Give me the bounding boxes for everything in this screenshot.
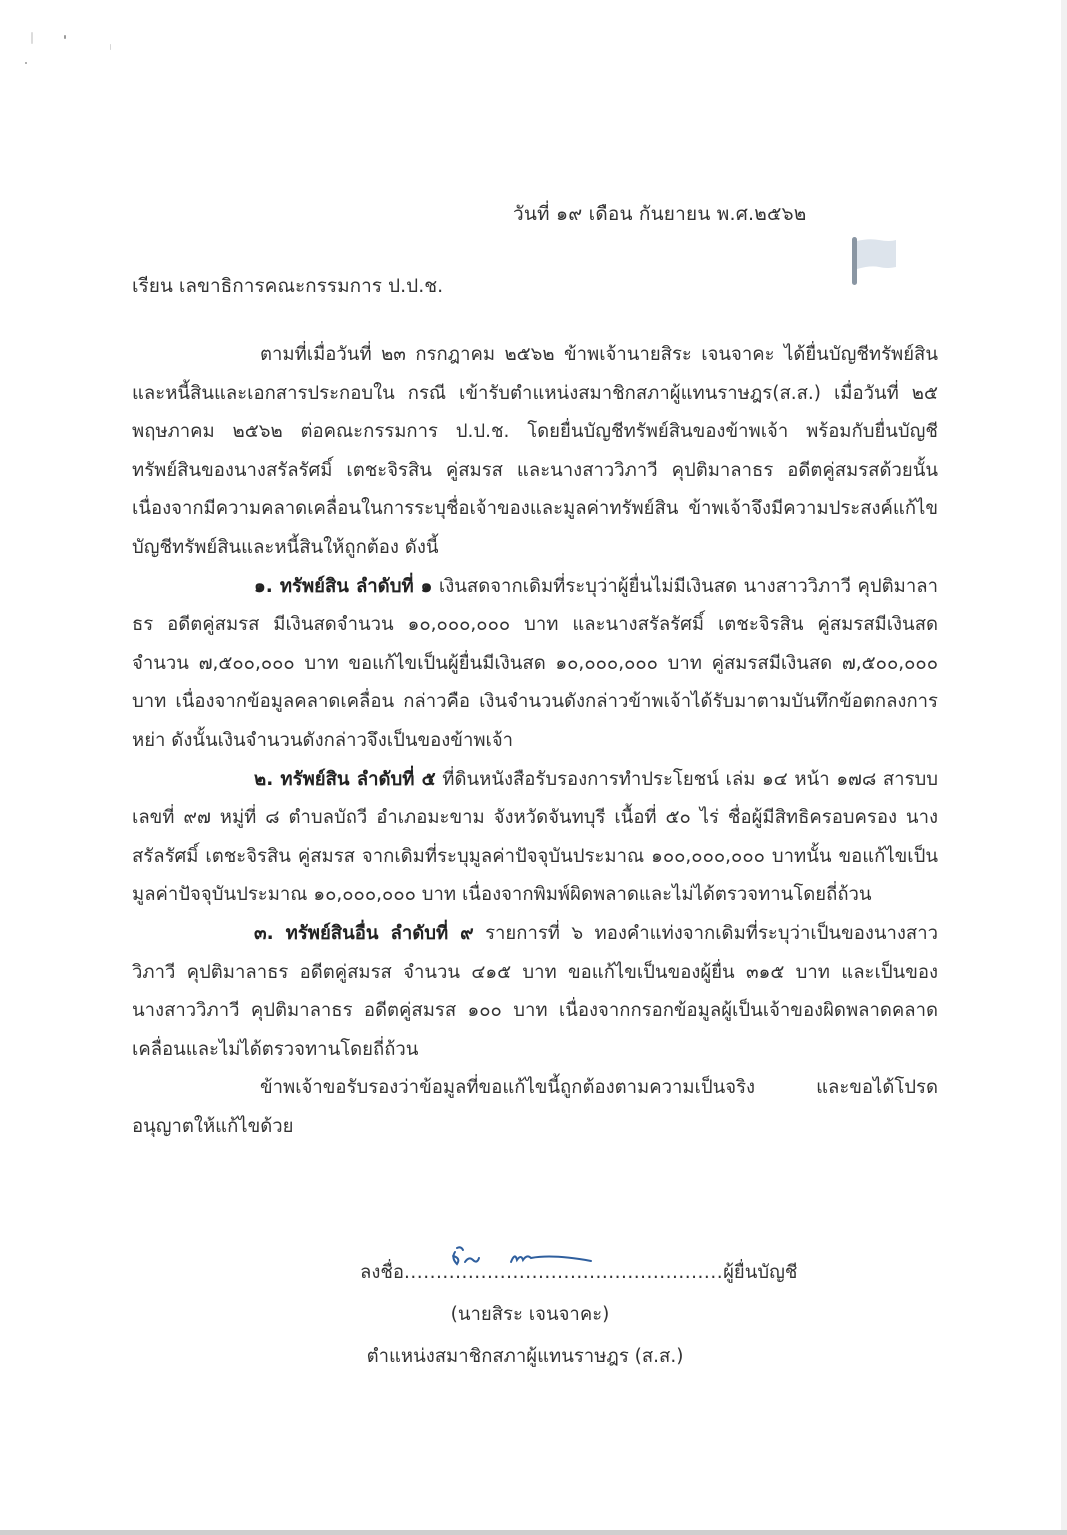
signature-block xyxy=(360,1258,798,1371)
intro-paragraph: ตามที่เมื่อวันที่ ๒๓ กรกฎาคม ๒๕๖๒ ข้าพเจ้านายสิระ เจนจาคะ ได้ยื่นบัญชีทรัพย์สินและหนี้สินและเอกสารประกอบใน กรณี เข้ารับตำแหน่งสมาชิกสภาผู้แทนราษฎร(ส.ส.) เมื่อวันที่ ๒๕ พฤษภาคม ๒๕๖๒ ต่อคณะกรรมการ ป.ป.ช. โดยยื่นบัญชีทรัพย์สินของข้าพเจ้า พร้อมกับยื่นบัญชีทรัพย์สินของนางสรัลรัศมิ์ เตชะจิรสิน คู่สมรส และนางสาววิภาวี คุปติมาลาธร อดีตคู่สมรสด้วยนั้น เนื่องจากมีความคลาดเคลื่อนในการระบุชื่อเจ้าของและมูลค่าทรัพย์สิน ข้าพเจ้าจึงมีความประสงค์แก้ไขบัญชีทรัพย์สินและหนี้สินให้ถูกต้อง ดังนี้ xyxy=(132,344,938,558)
signature-line xyxy=(360,1258,798,1294)
page-edge-right xyxy=(1061,0,1067,1535)
item-1 xyxy=(132,568,938,761)
closing-paragraph: ข้าพเจ้าขอรับรองว่าข้อมูลที่ขอแก้ไขนี้ถูกต้องตามความเป็นจริง และขอได้โปรดอนุญาตให้แก้ไขด้วย xyxy=(132,1077,938,1137)
letter-body xyxy=(132,336,938,1146)
flag-icon[interactable] xyxy=(851,235,897,287)
signer-name: (นายสิระ เจนจาคะ) xyxy=(450,1304,610,1325)
handwritten-signature-icon xyxy=(443,1244,593,1274)
item-2 xyxy=(132,761,938,915)
page-edge-bottom xyxy=(0,1530,1067,1535)
item-3-heading: ๓. ทรัพย์สินอื่น ลำดับที่ ๙ xyxy=(254,922,474,944)
signature-dots: .................................................. xyxy=(404,1262,724,1283)
item-3 xyxy=(132,915,938,1069)
salutation: เรียน เลขาธิการคณะกรรมการ ป.ป.ช. xyxy=(132,275,444,297)
document-date: วันที่ ๑๙ เดือน กันยายน พ.ศ.๒๕๖๒ xyxy=(513,203,807,225)
sign-label: ลงชื่อ xyxy=(360,1262,405,1283)
item-2-text: ที่ดินหนังสือรับรองการทำประโยชน์ เล่ม ๑๔ หน้า ๑๗๘ สารบบเลขที่ ๙๗ หมู่ที่ ๘ ตำบลบัถวี อำเภอมะขาม จังหวัดจันทบุรี เนื้อที่ ๕๐ ไร่ ชื่อผู้มีสิทธิครอบครอง นางสรัลรัศมิ์ เตชะจิรสิน คู่สมรส จากเดิมที่ระบุมูลค่าปัจจุบันประมาณ ๑๐๐,๐๐๐,๐๐๐ บาทนั้น ขอแก้ไขเป็นมูลค่าปัจจุบันประมาณ ๑๐,๐๐๐,๐๐๐ บาท เนื่องจากพิมพ์ผิดพลาดและไม่ได้ตรวจทานโดยถี่ถ้วน xyxy=(132,768,938,906)
item-1-text: เงินสดจากเดิมที่ระบุว่าผู้ยื่นไม่มีเงินสด นางสาววิภาวี คุปติมาลาธร อดีตคู่สมรส มีเงินสดจำนวน ๑๐,๐๐๐,๐๐๐ บาท และนางสรัลรัศมิ์ เตชะจิรสิน คู่สมรสมีเงินสดจำนวน ๗,๕๐๐,๐๐๐ บาท ขอแก้ไขเป็นผู้ยื่นมีเงินสด ๑๐,๐๐๐,๐๐๐ บาท คู่สมรสมีเงินสด ๗,๕๐๐,๐๐๐ บาท เนื่องจากข้อมูลคลาดเคลื่อน กล่าวคือ เงินจำนวนดังกล่าวข้าพเจ้าได้รับมาตามบันทึกข้อตกลงการหย่า ดังนั้นเงินจำนวนดังกล่าวจึงเป็นของข้าพเจ้า xyxy=(132,575,938,751)
item-2-heading: ๒. ทรัพย์สิน ลำดับที่ ๕ xyxy=(254,768,436,790)
signer-role: ผู้ยื่นบัญชี xyxy=(723,1262,798,1283)
signer-position: ตำแหน่งสมาชิกสภาผู้แทนราษฎร (ส.ส.) xyxy=(366,1346,684,1367)
item-3-text: รายการที่ ๖ ทองคำแท่งจากเดิมที่ระบุว่าเป็นของนางสาววิภาวี คุปติมาลาธร อดีตคู่สมรส จำนวน ๔๑๕ บาท ขอแก้ไขเป็นของผู้ยื่น ๓๑๕ บาท และเป็นของนางสาววิภาวี คุปติมาลาธร อดีตคู่สมรส ๑๐๐ บาท เนื่องจากกรอกข้อมูลผู้เป็นเจ้าของผิดพลาดคลาดเคลื่อนและไม่ได้ตรวจทานโดยถี่ถ้วน xyxy=(132,922,938,1060)
item-1-heading: ๑. ทรัพย์สิน ลำดับที่ ๑ xyxy=(254,575,433,597)
